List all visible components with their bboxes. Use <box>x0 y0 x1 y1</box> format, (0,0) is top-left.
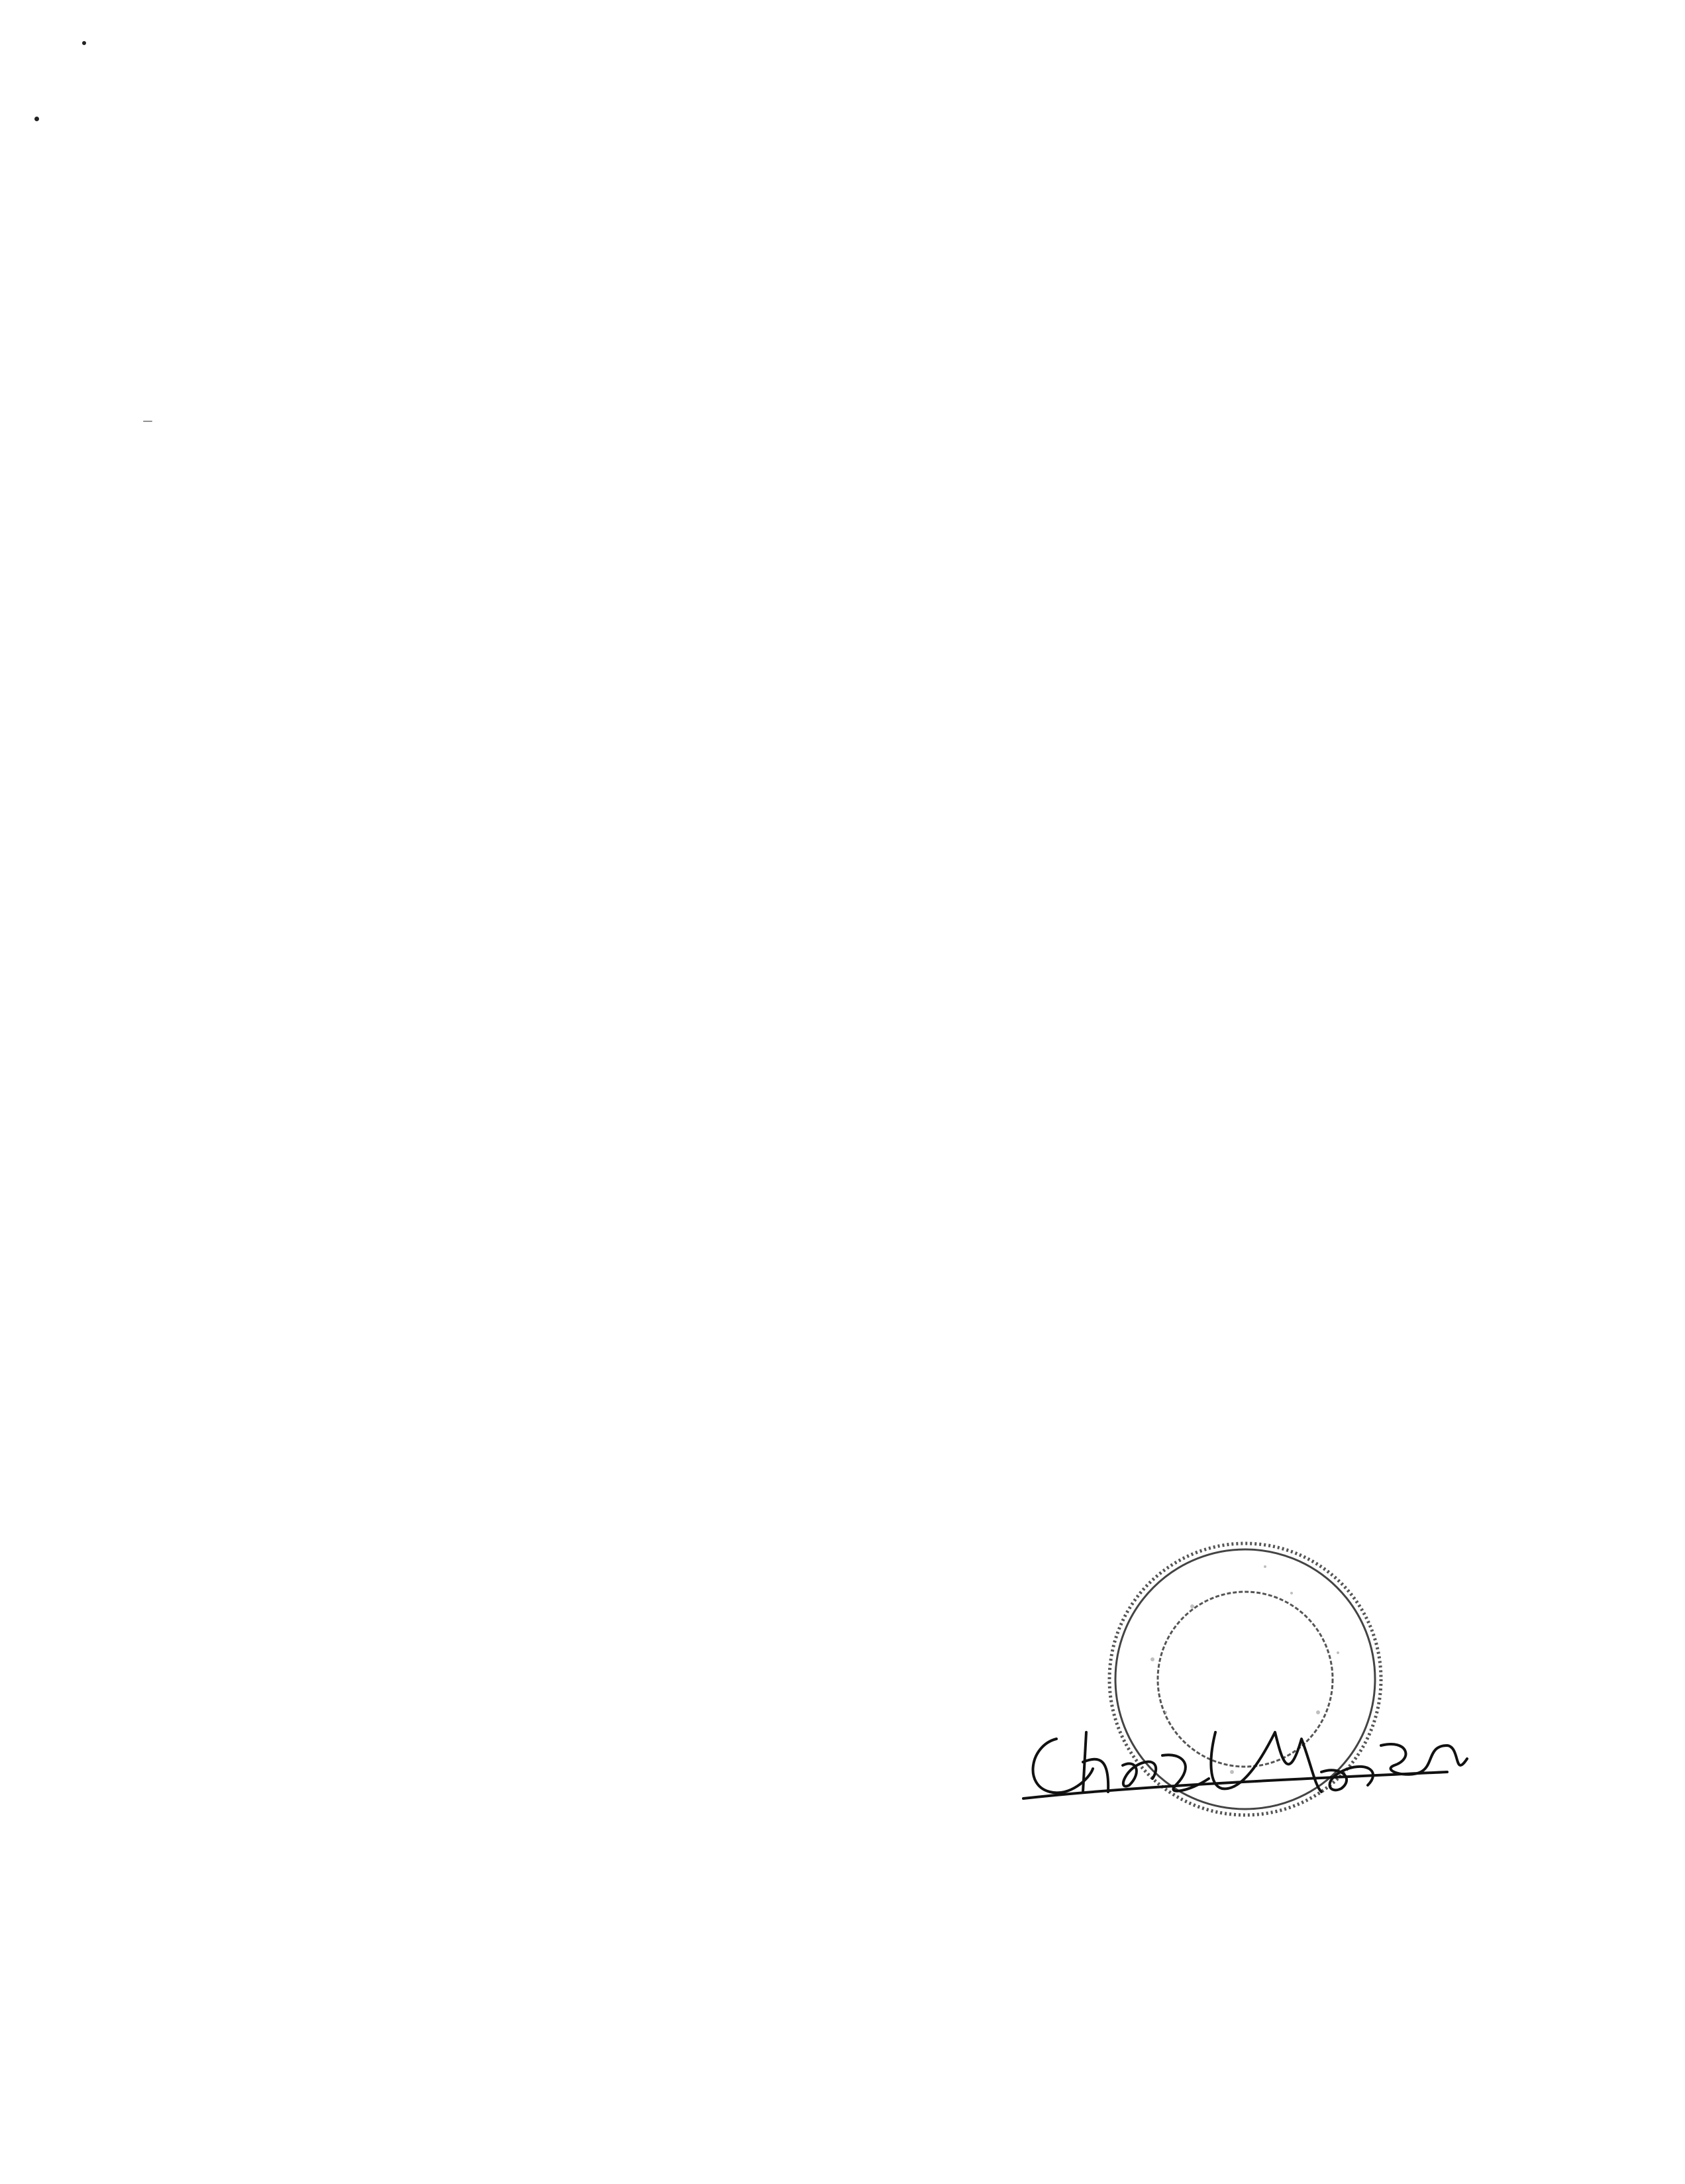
signature-scribble <box>1010 1692 1474 1825</box>
scan-speck <box>82 41 86 45</box>
surveyor-signature <box>1010 1692 1474 1851</box>
scan-speck <box>143 421 152 422</box>
scan-speck <box>34 117 39 121</box>
legal-description-body <box>209 219 1428 256</box>
